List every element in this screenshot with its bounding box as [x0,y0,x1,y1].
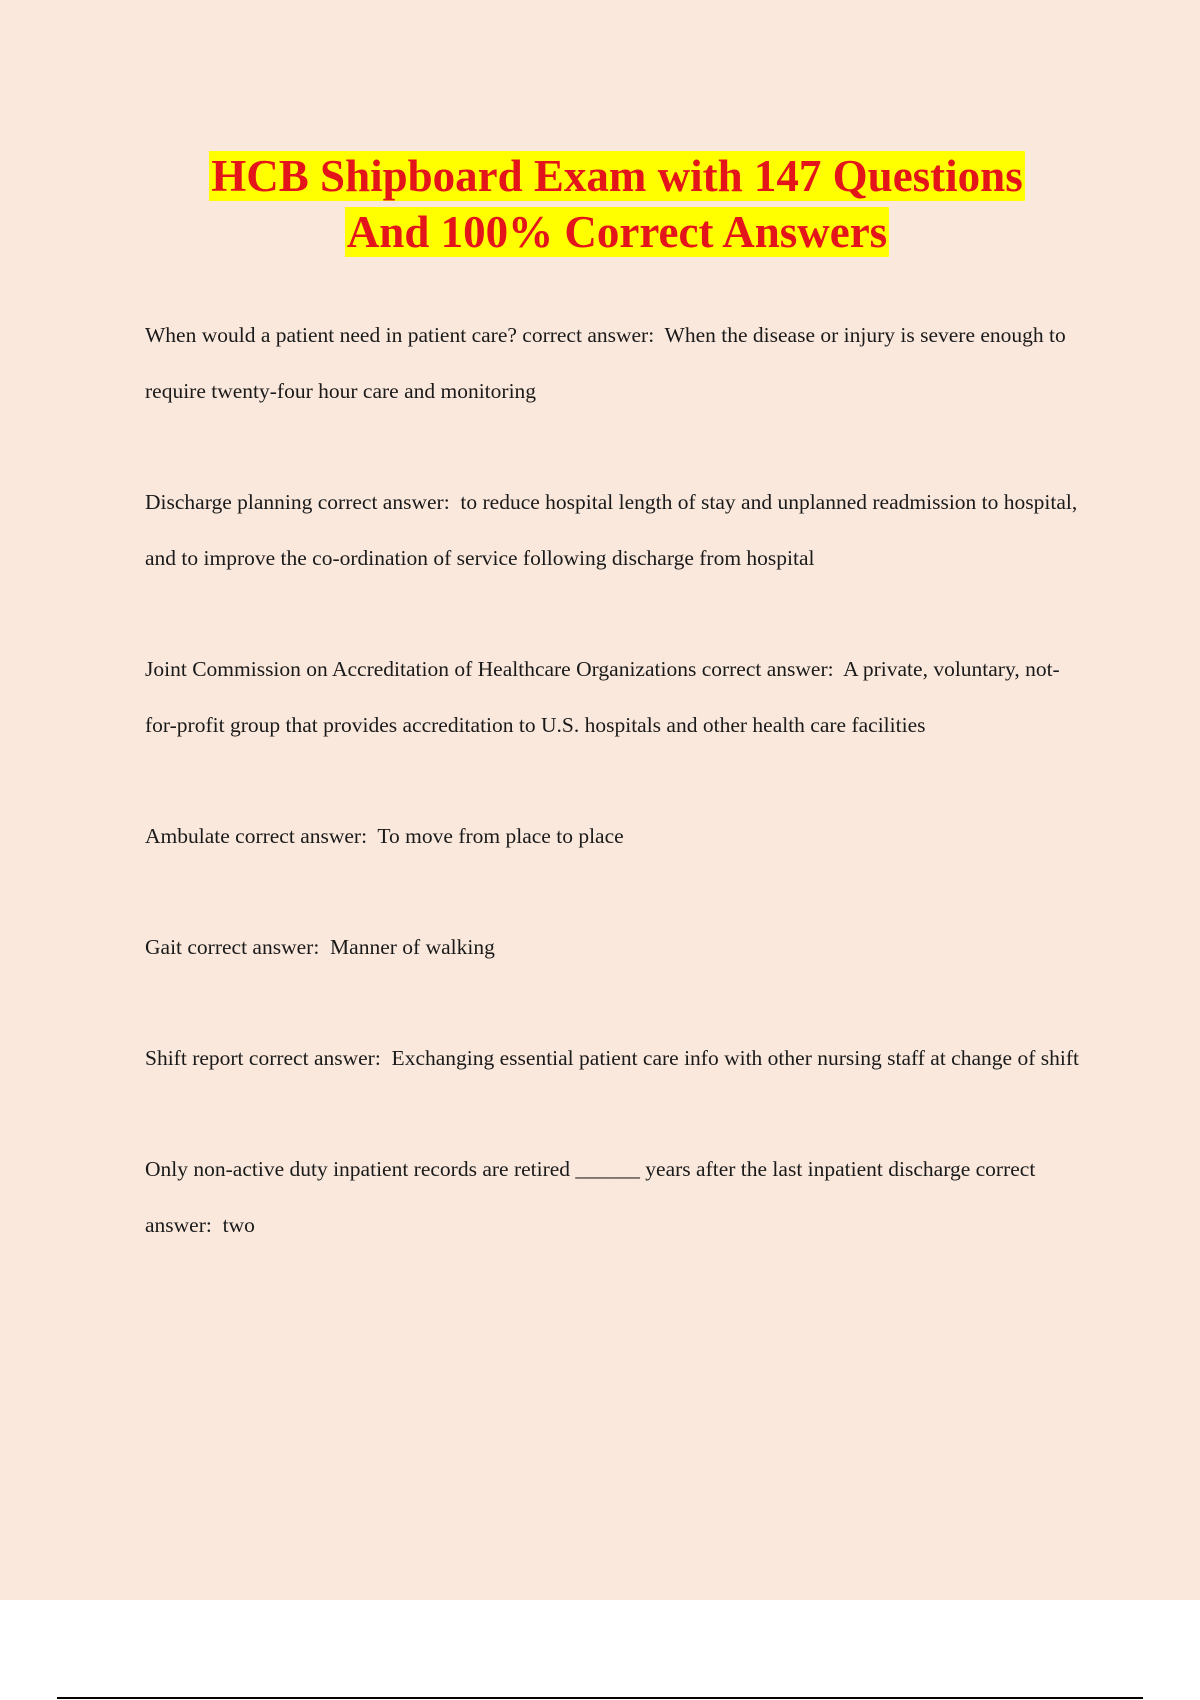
title-line-1-text: HCB Shipboard Exam with 147 Questions [211,151,1023,201]
qa-item: Only non-active duty inpatient records are retired ______ years after the last inpatient discharge correct answer: two [145,1157,1041,1237]
qa-item: Shift report correct answer: Exchanging essential patient care info with other nursing staff at change of shift [145,1046,1079,1070]
document-title [0,148,1200,260]
title-line-1 [0,148,1200,204]
qa-item: Joint Commission on Accreditation of Healthcare Organizations correct answer: A private, voluntary, not-for-profit group that provides accreditation to U.S. hospitals and other health care facilities [145,657,1060,737]
qa-list [145,307,1085,1308]
qa-item: Discharge planning correct answer: to reduce hospital length of stay and unplanned readmission to hospital, and to improve the co-ordination of service following discharge from hospital [145,490,1083,570]
title-line-2-text: And 100% Correct Answers [346,207,888,257]
footer-rule [57,1697,1143,1699]
title-line-2 [0,204,1200,260]
qa-item: Ambulate correct answer: To move from place to place [145,824,624,848]
qa-item: When would a patient need in patient care? correct answer: When the disease or injury is severe enough to require twenty-four hour care and monitoring [145,323,1072,403]
qa-item: Gait correct answer: Manner of walking [145,935,495,959]
